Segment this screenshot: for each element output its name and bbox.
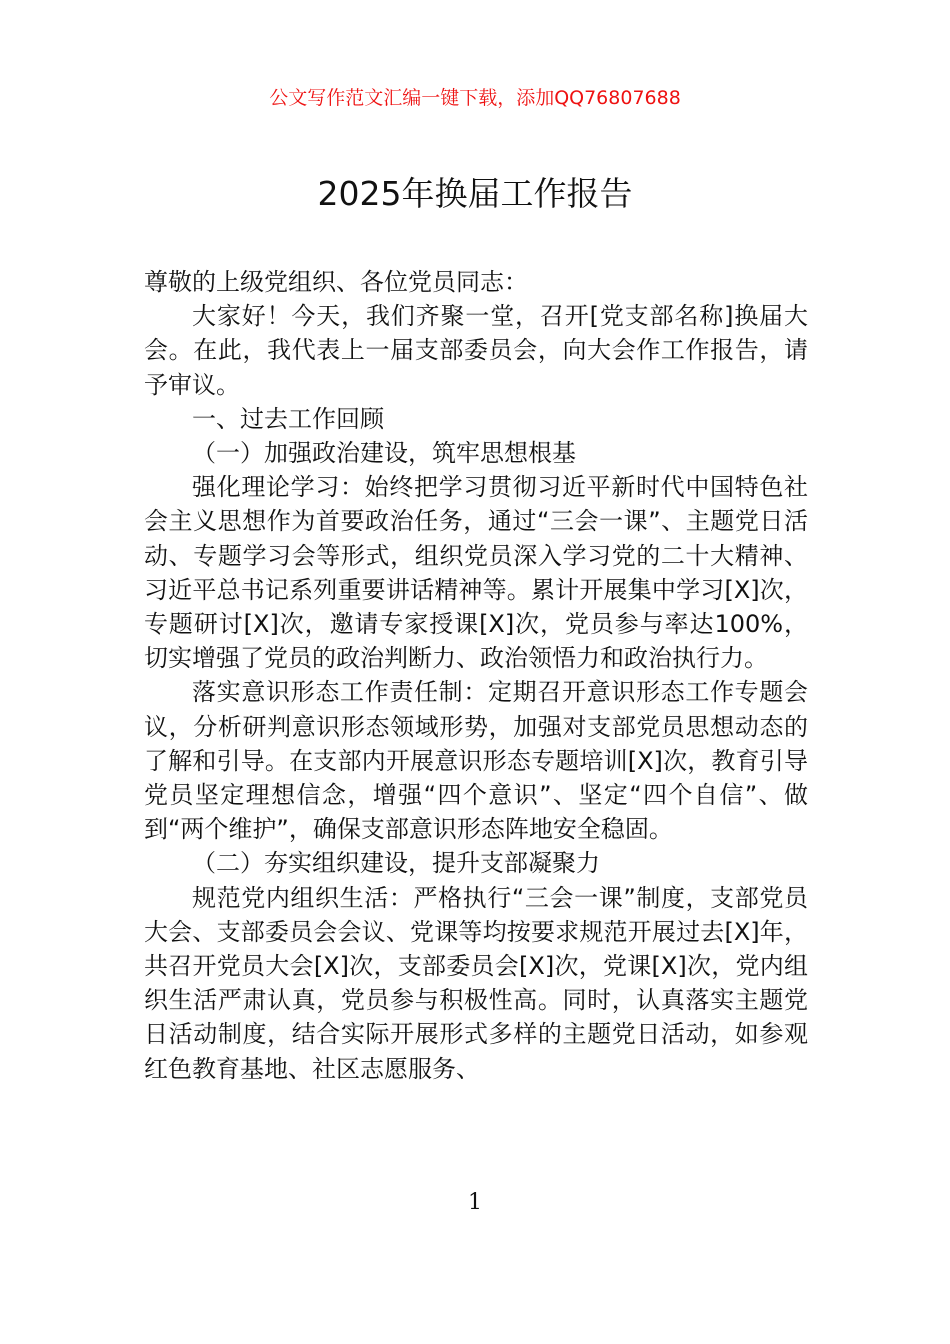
watermark-banner: 公文写作范文汇编一键下载，添加QQ76807688: [269, 87, 681, 109]
paragraph-theory-study: 强化理论学习：始终把学习贯彻习近平新时代中国特色社会主义思想作为首要政治任务，通过“三会一课”、主题党日活动、专题学习会等形式，组织党员深入学习党的二十大精神、习近平总书记系列重要讲话精神等。累计开展集中学习[X]次，专题研讨[X]次，邀请专家授课[X]次，党员参与率达100%，切实增强了党员的政治判断力、政治领悟力和政治执行力。: [144, 473, 808, 673]
salutation: 尊敬的上级党组织、各位党员同志：: [144, 268, 528, 296]
section-heading: 一、过去工作回顾: [192, 404, 384, 433]
document-body: [144, 265, 808, 1086]
paragraph-organization-life: 规范党内组织生活：严格执行“三会一课”制度，支部党员大会、支部委员会会议、党课等均按要求规范开展过去[X]年，共召开党员大会[X]次，支部委员会[X]次，党课[X]次，党内组织生活严肃认真，党员参与积极性高。同时，认真落实主题党日活动制度，结合实际开展形式多样的主题党日活动，如参观红色教育基地、社区志愿服务、: [144, 883, 808, 1083]
paragraph-opening: 大家好！今天，我们齐聚一堂，召开[党支部名称]换届大会。在此，我代表上一届支部委员会，向大会作工作报告，请予审议。: [144, 302, 808, 399]
subsection-heading: （二）夯实组织建设，提升支部凝聚力: [192, 849, 600, 878]
page-title: 2025年换届工作报告: [317, 174, 633, 213]
paragraph-ideology-work: 落实意识形态工作责任制：定期召开意识形态工作专题会议，分析研判意识形态领域形势，加强对支部党员思想动态的了解和引导。在支部内开展意识形态专题培训[X]次，教育引导党员坚定理想信念，增强“四个意识”、坚定“四个自信”、做到“两个维护”，确保支部意识形态阵地安全稳固。: [144, 678, 808, 844]
page-number: 1: [468, 1190, 482, 1215]
subsection-heading: （一）加强政治建设，筑牢思想根基: [192, 439, 576, 468]
